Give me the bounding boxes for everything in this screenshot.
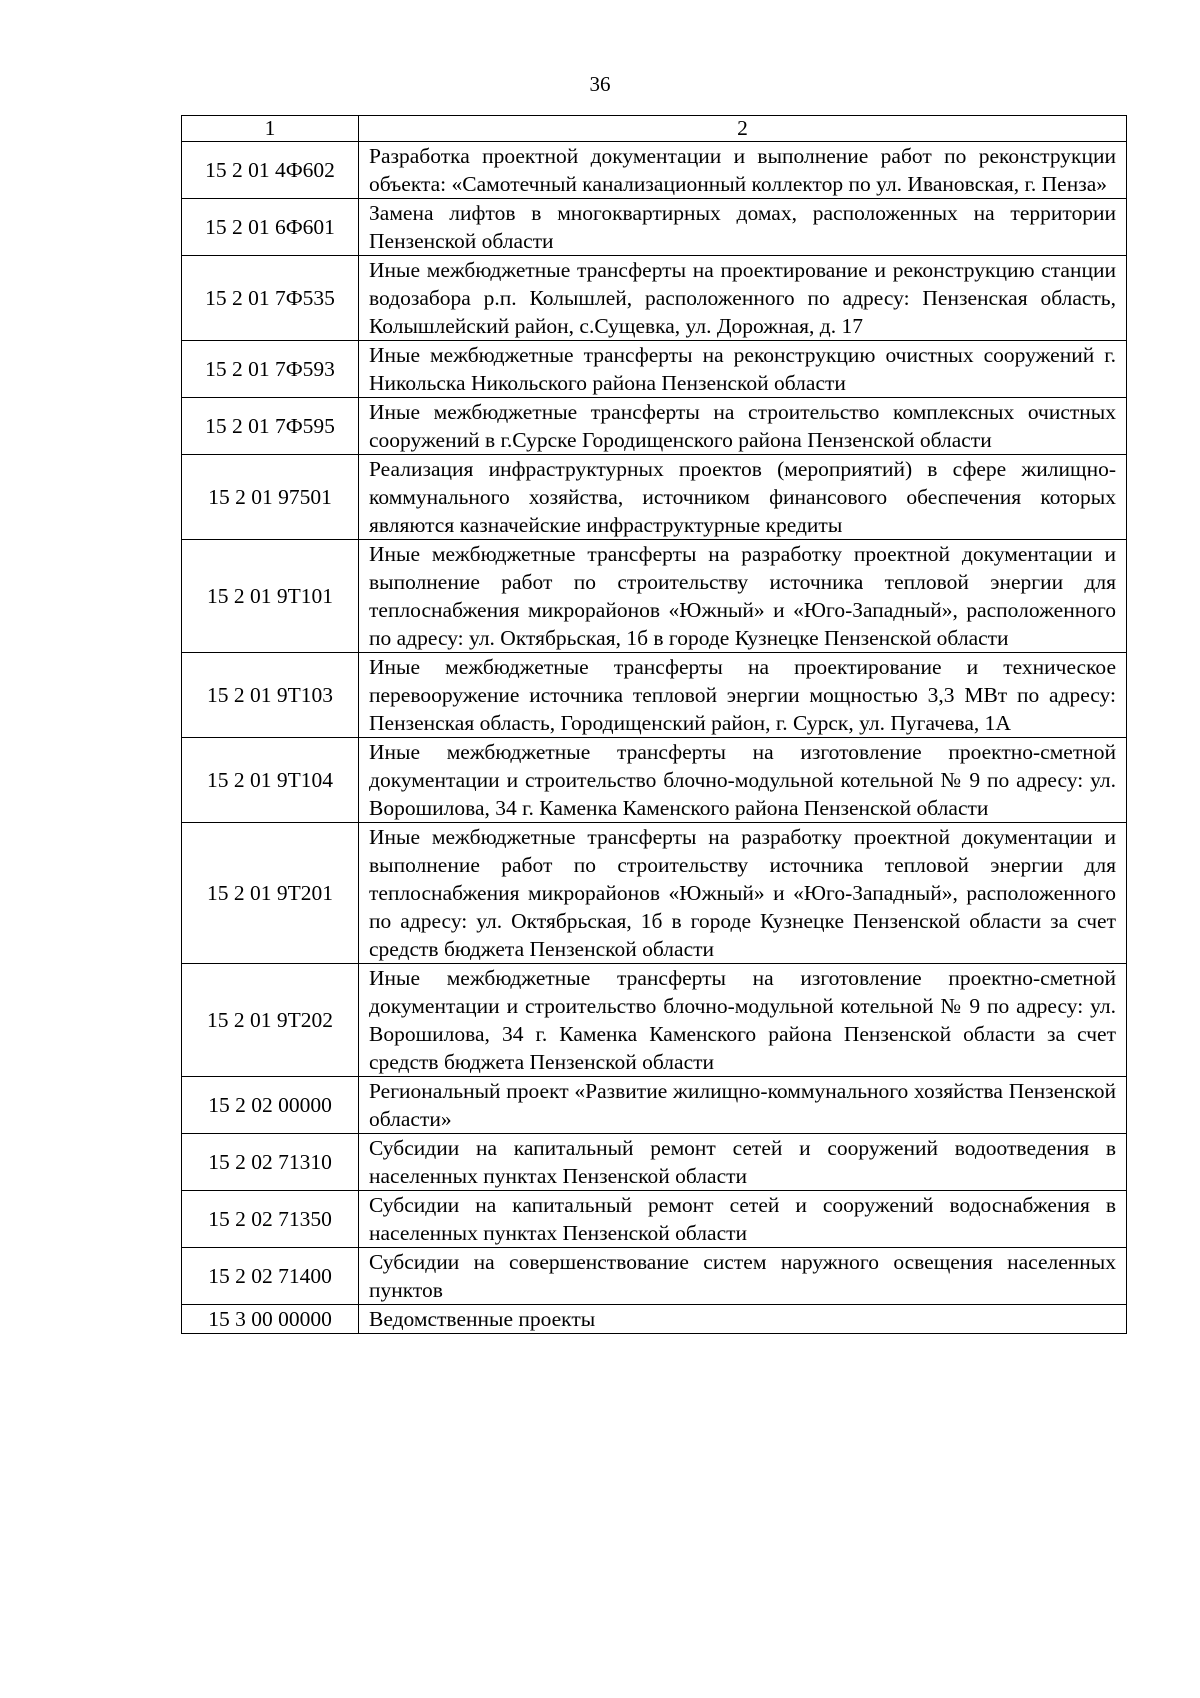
table-row [182, 142, 1127, 199]
expense-description: Иные межбюджетные трансферты на реконструкцию очистных сооружений г. Никольска Никольского района Пензенской области [359, 341, 1127, 398]
table-row [182, 1191, 1127, 1248]
expense-description: Иные межбюджетные трансферты на проектирование и реконструкцию станции водозабора р.п. Колышлей, расположенного по адресу: Пензенская область, Колышлейский район, с.Сущевка, ул. Дорожная, д. 17 [359, 256, 1127, 341]
classification-code: 15 2 01 97501 [182, 455, 359, 540]
classification-code: 15 2 01 7Ф595 [182, 398, 359, 455]
table-row [182, 256, 1127, 341]
classification-code: 15 2 02 71350 [182, 1191, 359, 1248]
expense-description: Иные межбюджетные трансферты на изготовление проектно-сметной документации и строительство блочно-модульной котельной № 9 по адресу: ул. Ворошилова, 34 г. Каменка Каменского района Пензенской области [359, 738, 1127, 823]
classification-code: 15 2 01 9Т202 [182, 964, 359, 1077]
page-number: 36 [589, 72, 611, 96]
table-row [182, 823, 1127, 964]
classification-code: 15 2 02 00000 [182, 1077, 359, 1134]
table-row [182, 540, 1127, 653]
table-row [182, 398, 1127, 455]
expense-description: Реализация инфраструктурных проектов (мероприятий) в сфере жилищно-коммунального хозяйства, источником финансового обеспечения которых являются казначейские инфраструктурные кредиты [359, 455, 1127, 540]
classification-code: 15 2 02 71400 [182, 1248, 359, 1305]
table-row [182, 199, 1127, 256]
classification-code: 15 3 00 00000 [182, 1305, 359, 1334]
table-row [182, 1077, 1127, 1134]
expense-description: Ведомственные проекты [359, 1305, 1127, 1334]
classification-code: 15 2 02 71310 [182, 1134, 359, 1191]
classification-code: 15 2 01 7Ф535 [182, 256, 359, 341]
classification-code: 15 2 01 9Т104 [182, 738, 359, 823]
table-row [182, 341, 1127, 398]
expense-description: Разработка проектной документации и выполнение работ по реконструкции объекта: «Самотечный канализационный коллектор по ул. Ивановская, г. Пенза» [359, 142, 1127, 199]
classification-code: 15 2 01 9Т201 [182, 823, 359, 964]
column-header-description: 2 [359, 116, 1127, 142]
table-row [182, 1305, 1127, 1334]
classification-code: 15 2 01 6Ф601 [182, 199, 359, 256]
budget-classification-table [181, 115, 1127, 1334]
classification-code: 15 2 01 9Т103 [182, 653, 359, 738]
table-row [182, 1134, 1127, 1191]
expense-description: Замена лифтов в многоквартирных домах, расположенных на территории Пензенской области [359, 199, 1127, 256]
expense-description: Иные межбюджетные трансферты на изготовление проектно-сметной документации и строительство блочно-модульной котельной № 9 по адресу: ул. Ворошилова, 34 г. Каменка Каменского района Пензенской области за счет средств бюджета Пензенской области [359, 964, 1127, 1077]
table-row [182, 455, 1127, 540]
expense-description: Иные межбюджетные трансферты на строительство комплексных очистных сооружений в г.Сурске Городищенского района Пензенской области [359, 398, 1127, 455]
expense-description: Иные межбюджетные трансферты на разработку проектной документации и выполнение работ по строительству источника тепловой энергии для теплоснабжения микрорайонов «Южный» и «Юго-Западный», расположенного по адресу: ул. Октябрьская, 1б в городе Кузнецке Пензенской области за счет средств бюджета Пензенской области [359, 823, 1127, 964]
expense-description: Иные межбюджетные трансферты на проектирование и техническое перевооружение источника тепловой энергии мощностью 3,3 МВт по адресу: Пензенская область, Городищенский район, г. Сурск, ул. Пугачева, 1А [359, 653, 1127, 738]
table-header-row [182, 116, 1127, 142]
classification-code: 15 2 01 4Ф602 [182, 142, 359, 199]
expense-description: Субсидии на совершенствование систем наружного освещения населенных пунктов [359, 1248, 1127, 1305]
expense-description: Субсидии на капитальный ремонт сетей и сооружений водоотведения в населенных пунктах Пензенской области [359, 1134, 1127, 1191]
classification-code: 15 2 01 9Т101 [182, 540, 359, 653]
classification-code: 15 2 01 7Ф593 [182, 341, 359, 398]
table-row [182, 964, 1127, 1077]
expense-description: Региональный проект «Развитие жилищно-коммунального хозяйства Пензенской области» [359, 1077, 1127, 1134]
table-row [182, 738, 1127, 823]
expense-description: Субсидии на капитальный ремонт сетей и сооружений водоснабжения в населенных пунктах Пензенской области [359, 1191, 1127, 1248]
table-row [182, 1248, 1127, 1305]
expense-description: Иные межбюджетные трансферты на разработку проектной документации и выполнение работ по строительству источника тепловой энергии для теплоснабжения микрорайонов «Южный» и «Юго-Западный», расположенного по адресу: ул. Октябрьская, 1б в городе Кузнецке Пензенской области [359, 540, 1127, 653]
table-row [182, 653, 1127, 738]
column-header-code: 1 [182, 116, 359, 142]
table-body [182, 116, 1127, 1334]
